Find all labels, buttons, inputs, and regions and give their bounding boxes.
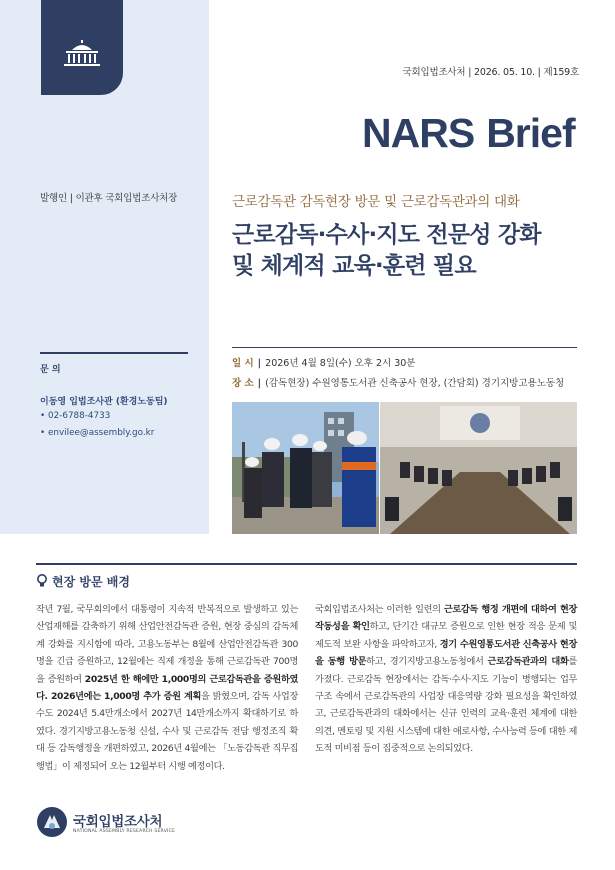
- footer-org-korean: 국회입법조사처: [73, 814, 163, 830]
- date-label: 일 시: [232, 358, 254, 369]
- nars-brief-logo: [362, 110, 575, 157]
- left-text-1: 작년 7월, 국무회의에서 대통령이 지속적 반복적으로 발생하고 있는 산업재해를 감축하기 위해 산업안전감독관 증원, 현장 중심의 감독체계 강화를 지시함에 따라, 고용노동부는 8월에 산업안전감독관 300명을 긴급 증원하고, 12월에는 직제 개정을 통해 근로감독관 700명을 증원하여: [36, 604, 298, 685]
- info-divider: [232, 347, 577, 348]
- contact-name: 이동영 입법조사관 (환경노동팀): [40, 397, 168, 407]
- publisher-line: 발행인 | 이관후 국회입법조사처장: [40, 193, 178, 204]
- brand-brief: Brief: [486, 110, 575, 156]
- brand-nars: NARS: [362, 110, 475, 156]
- national-assembly-building-icon: [60, 38, 104, 68]
- lightbulb-icon: [36, 574, 48, 588]
- right-bold-3: 근로감독관과의 대화: [487, 656, 569, 668]
- right-text-1: 국회입법조사처는 이러한 일련의: [315, 604, 444, 615]
- right-bold-1: 근로감독 행정 개편에 대하여 현장 작동성을 확인: [315, 604, 577, 633]
- article-title: [232, 220, 592, 282]
- place-value: (감독현장) 수원영통도서관 신축공사 현장, (간담회) 경기지방고용노동청: [265, 378, 565, 389]
- contact-divider: [40, 352, 188, 354]
- section-heading-text: 현장 방문 배경: [52, 575, 130, 589]
- section-divider: [36, 563, 577, 565]
- right-text-3: 하고, 경기지방고용노동청에서: [366, 656, 488, 668]
- contact-email: • envilee@assembly.go.kr: [40, 428, 155, 438]
- right-text-2: 하고, 단기간 대규모 증원으로 인한 현장 적응 문제 및 제도적 보완 사항을 파악하고자,: [315, 621, 577, 650]
- footer-org-english: NATIONAL ASSEMBLY RESEARCH SERVICE: [73, 829, 176, 834]
- right-bold-2: 경기 수원영통도서관 신축공사 현장을 동행 방문: [315, 638, 577, 668]
- right-text-4: 를 가졌다. 근로감독 현장에서는 감독·수사·지도 기능이 병행되는 업무 구조 속에서 근로감독관의 사업장 대응역량 강화 필요성을 확인하였고, 근로감독관과의 대화에서는 신규 인력의 교육·훈련 체계에 대한 의견, 멘토링 및 지원 시스템에 대한 애로사항, 수사능력 등에 대한 제도적 미비점 등이 집중적으로 논의되었다.: [315, 656, 578, 755]
- meeting-room-photo: [380, 402, 577, 534]
- article-subtitle: 근로감독관 감독현장 방문 및 근로감독관과의 대화: [232, 194, 520, 210]
- place-label: 장 소: [232, 378, 254, 389]
- issue-line: 국회입법조사처 | 2026. 05. 10. | 제159호: [402, 67, 579, 78]
- contact-phone: • 02-6788-4733: [40, 411, 111, 421]
- section-heading: [36, 573, 130, 590]
- title-line-1: 근로감독·수사·지도 전문성 강화: [232, 222, 541, 248]
- date-value: 2026년 4월 8일(수) 오후 2시 30분: [265, 358, 416, 369]
- date-row: 일 시 | 2026년 4월 8일(수) 오후 2시 30분: [232, 358, 416, 369]
- contact-heading: 문 의: [40, 365, 61, 375]
- background-left-column: [36, 601, 298, 775]
- nars-emblem-icon: [36, 806, 68, 838]
- construction-site-photo: [232, 402, 379, 534]
- assembly-emblem-badge: [41, 0, 123, 95]
- left-text-2: 을 밝혔으며, 감독 사업장 수도 2024년 5.4만개소에서 2027년 14만개소까지 확대하기로 하였다. 경기지방고용노동청 신설, 수사 및 근로감독 전담 행정조직 확대 등 감독행정을 개편하였고, 2026년 4월에는 「노동감독관 직무집행법」이 제정되어 오는 12월부터 시행 예정이다.: [36, 691, 298, 772]
- place-row: 장 소 | (감독현장) 수원영통도서관 신축공사 현장, (간담회) 경기지방고용노동청: [232, 378, 565, 389]
- title-line-2: 및 체계적 교육·훈련 필요: [232, 253, 476, 279]
- background-right-column: [315, 601, 577, 758]
- left-bold-1: 2025년 한 해에만 1,000명의 근로감독관을 증원하였다. 2026년에는 1,000명 추가 증원 계획: [36, 673, 298, 703]
